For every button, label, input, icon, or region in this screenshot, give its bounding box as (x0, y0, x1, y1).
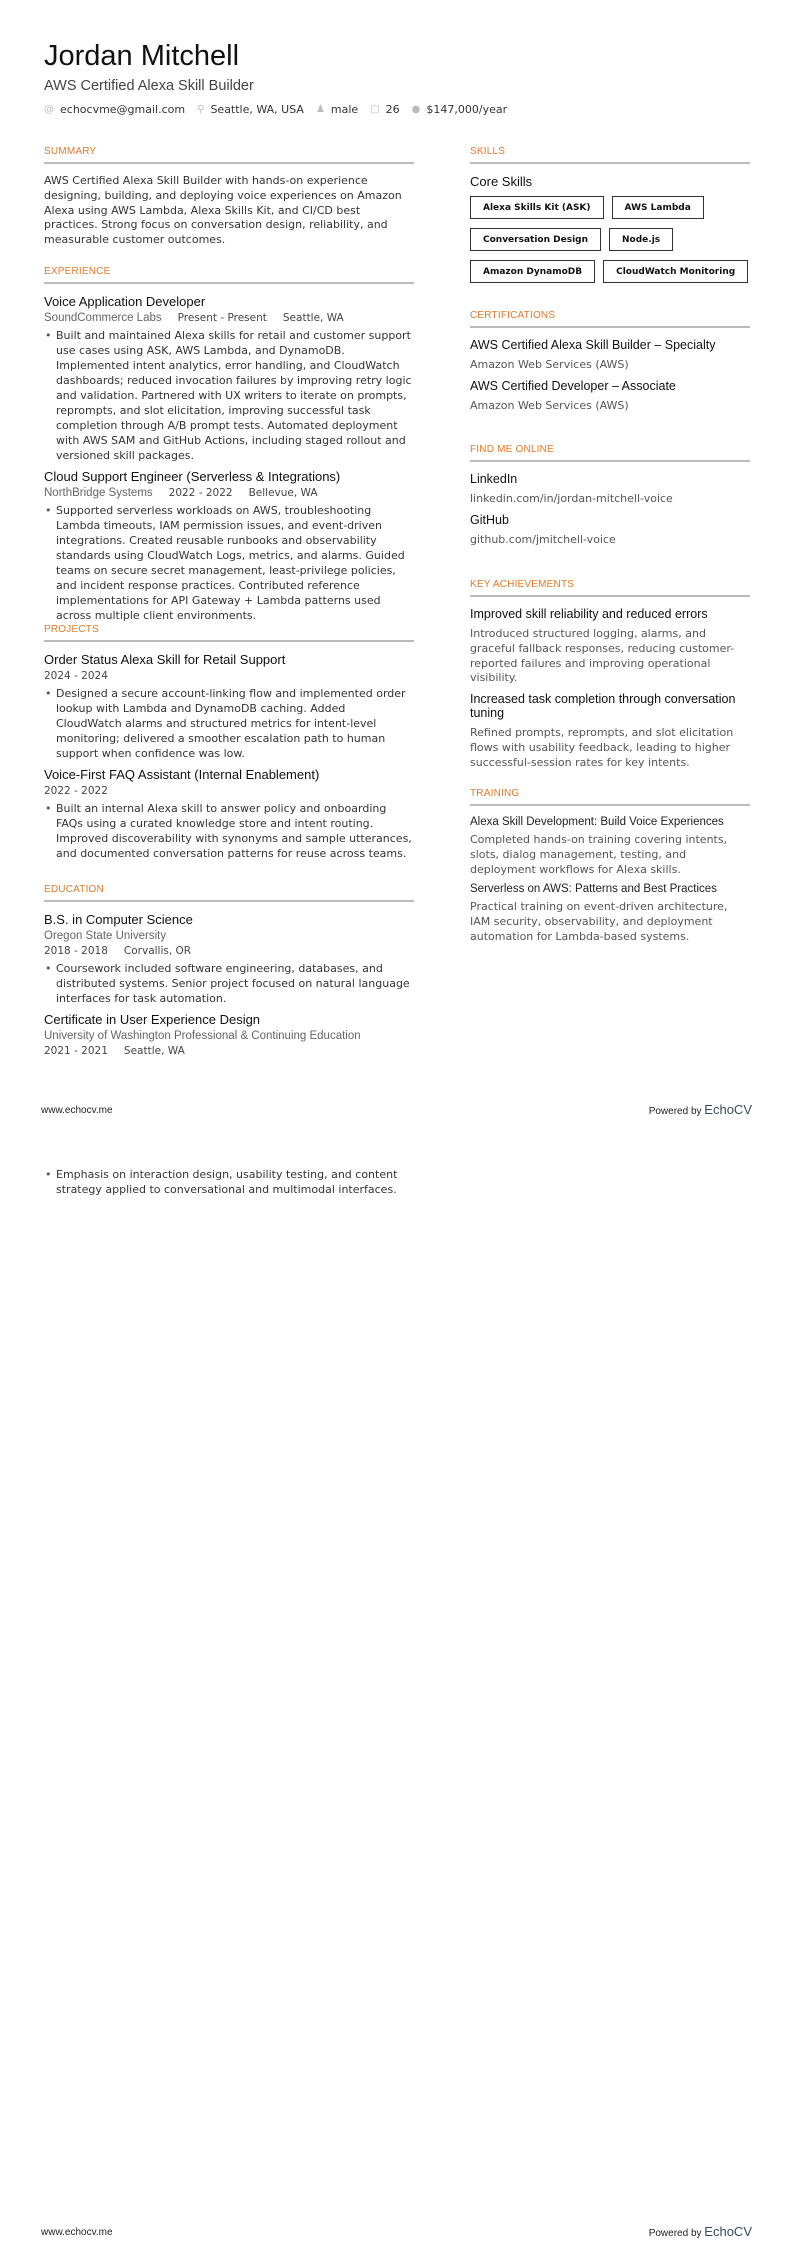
education-description: Coursework included software engineering, databases, and distributed systems. Senior project focused on natural language interfaces for task automation. (56, 962, 410, 1005)
company: SoundCommerce Labs (44, 312, 162, 324)
footer-site-link[interactable]: www.echocv.me (41, 1105, 113, 1116)
section-heading: TRAINING (470, 788, 750, 806)
bullet-icon: • (45, 687, 52, 700)
experience-item (44, 294, 414, 463)
brand-logo: EchoCV (704, 1102, 752, 1117)
location-pin-icon: ⚲ (197, 104, 205, 115)
achievement-title: Increased task completion through conversation tuning (470, 692, 736, 721)
dates: 2018 - 2018 (44, 945, 108, 957)
footer-powered[interactable] (649, 1102, 752, 1117)
candidate-name: Jordan Mitchell (44, 40, 240, 72)
footer-powered[interactable] (649, 2224, 752, 2239)
powered-by-text: Powered by (648, 1106, 702, 1117)
certification-name: AWS Certified Alexa Skill Builder – Specialty (470, 338, 716, 352)
project-title: Order Status Alexa Skill for Retail Support (44, 652, 286, 667)
dates: 2021 - 2021 (44, 1045, 108, 1057)
education-item (44, 912, 414, 1006)
contact-location (197, 103, 304, 116)
contact-email[interactable] (44, 103, 185, 116)
projects-section (44, 624, 414, 867)
skill-chip: Alexa Skills Kit (ASK) (470, 196, 604, 219)
achievement-text: Introduced structured logging, alarms, and graceful fallback responses, reducing customer-reported failures and improving operational visibility. (470, 627, 735, 685)
training-title: Alexa Skill Development: Build Voice Experiences (470, 816, 724, 828)
contact-salary (412, 103, 507, 116)
dollar-icon: ● (411, 104, 421, 115)
contact-gender (316, 103, 358, 116)
bullet-icon: • (45, 802, 52, 815)
dates: 2024 - 2024 (44, 670, 108, 682)
bullet-icon: • (45, 1168, 52, 1181)
skill-group-title: Core Skills (470, 174, 533, 189)
bullet-icon: • (45, 504, 52, 517)
github-link[interactable]: github.com/jmitchell-voice (470, 533, 616, 546)
training-section (470, 788, 750, 945)
company: NorthBridge Systems (44, 487, 153, 499)
training-text: Completed hands-on training covering intents, slots, dialog management, testing, and deployment workflows for Alexa skills. (470, 833, 728, 876)
brand-logo: EchoCV (704, 2224, 752, 2239)
section-heading: FIND ME ONLINE (470, 444, 750, 462)
education-description: Emphasis on interaction design, usability testing, and content strategy applied to conversational and multimodal interfaces. (56, 1168, 398, 1196)
project-description: Built an internal Alexa skill to answer policy and onboarding FAQs using a curated knowledge store and intent routing. Improved discoverability with synonyms and sample utterances, and documented conversation patterns for reuse across teams. (56, 802, 412, 860)
job-title: Voice Application Developer (44, 294, 206, 309)
skill-chip: Node.js (609, 228, 673, 251)
skills-section (470, 146, 750, 283)
bullet-icon: • (45, 329, 52, 342)
school: Oregon State University (44, 930, 167, 942)
job-description: Built and maintained Alexa skills for retail and customer support use cases using ASK, AWS Lambda, and DynamoDB. Implemented intent analytics, error handling, and CloudWatch dashboards; reduced invocation failures by improving retry logic and validation. Partnered with UX writers to iterate on prompts, reprompts, and slot elicitation, improving successful task completion through A/B prompt tests. Automated deployment with AWS SAM and GitHub Actions, including staged rollout and versioned skill packages. (56, 329, 412, 462)
job-description: Supported serverless workloads on AWS, troubleshooting Lambda timeouts, IAM permission issues, and event-driven integrations. Created reusable runbooks and observability standards using CloudWatch Logs, metrics, and alarms. Guided teams on secure secret management, least-privilege policies, and incident response practices. Contributed reference implementations for API Gateway + Lambda patterns used across multiple client environments. (56, 504, 405, 622)
section-heading: SKILLS (470, 146, 750, 164)
contact-text: echocvme@gmail.com (60, 103, 186, 116)
degree: B.S. in Computer Science (44, 912, 193, 927)
location: Seattle, WA (282, 312, 344, 324)
dates: Present - Present (177, 312, 267, 324)
education-item (44, 1012, 414, 1057)
skill-chips (470, 196, 760, 283)
location: Bellevue, WA (248, 487, 318, 499)
experience-section (44, 266, 414, 629)
achievements-section (470, 579, 750, 771)
certification-name: AWS Certified Developer – Associate (470, 379, 676, 393)
section-heading: PROJECTS (44, 624, 414, 642)
summary-section (44, 146, 414, 248)
contact-text: male (330, 103, 359, 116)
achievement-title: Improved skill reliability and reduced errors (470, 607, 708, 621)
degree: Certificate in User Experience Design (44, 1012, 261, 1027)
contact-age (370, 103, 399, 116)
candidate-title: AWS Certified Alexa Skill Builder (44, 78, 254, 94)
section-heading: SUMMARY (44, 146, 414, 164)
section-heading: EXPERIENCE (44, 266, 414, 284)
linkedin-link[interactable]: linkedin.com/in/jordan-mitchell-voice (470, 492, 673, 505)
training-text: Practical training on event-driven architecture, IAM security, observability, and deployment automation for Lambda-based systems. (470, 900, 728, 943)
section-heading: EDUCATION (44, 884, 414, 902)
achievement-text: Refined prompts, reprompts, and slot elicitation flows with usability feedback, leading to higher successful-session rates for key intents. (470, 726, 734, 769)
location: Corvallis, OR (123, 945, 192, 957)
bullet-icon: • (45, 962, 52, 975)
training-title: Serverless on AWS: Patterns and Best Practices (470, 883, 717, 896)
job-title: Cloud Support Engineer (Serverless & Integrations) (44, 469, 341, 484)
skill-chip: Conversation Design (470, 228, 601, 251)
dates: 2022 - 2022 (168, 487, 233, 499)
profile-name: GitHub (470, 513, 509, 527)
project-item (44, 767, 414, 861)
certification-issuer: Amazon Web Services (AWS) (470, 399, 629, 412)
project-title: Voice-First FAQ Assistant (Internal Enablement) (44, 767, 320, 782)
at-icon: @ (44, 104, 54, 115)
calendar-icon: ▢ (370, 104, 380, 115)
section-heading: CERTIFICATIONS (470, 310, 750, 328)
skill-chip: Amazon DynamoDB (470, 260, 595, 283)
certification-issuer: Amazon Web Services (AWS) (470, 358, 629, 371)
location: Seattle, WA (123, 1045, 185, 1057)
summary-text: AWS Certified Alexa Skill Builder with hands-on experience designing, building, and deploying voice experiences on Amazon Alexa using AWS Lambda, Alexa Skills Kit, and CI/CD best practices. Strong focus on conversation design, reliability, and measurable customer outcomes. (44, 174, 402, 247)
footer-site-link[interactable]: www.echocv.me (41, 2227, 113, 2238)
powered-by-text: Powered by (648, 2228, 702, 2239)
education-description-continued (44, 1167, 414, 1197)
person-icon: ♟ (315, 104, 325, 115)
certifications-section (470, 310, 750, 420)
school: University of Washington Professional & Continuing Education (44, 1030, 361, 1042)
contact-text: $147,000/year (426, 103, 508, 116)
project-item (44, 652, 414, 761)
profile-name: LinkedIn (470, 472, 518, 486)
contact-bar (44, 103, 507, 116)
project-description: Designed a secure account-linking flow and implemented order lookup with Lambda and DynamoDB caching. Added CloudWatch alarms and structured metrics for intent-level monitoring; delivered a smoother escalation path to human support when confidence was low. (56, 687, 406, 760)
skill-chip: AWS Lambda (612, 196, 704, 219)
online-section (470, 444, 750, 554)
dates: 2022 - 2022 (44, 785, 108, 797)
education-section (44, 884, 414, 1061)
section-heading: KEY ACHIEVEMENTS (470, 579, 750, 597)
experience-item (44, 469, 414, 623)
contact-text: Seattle, WA, USA (210, 103, 304, 116)
skill-chip: CloudWatch Monitoring (603, 260, 748, 283)
contact-text: 26 (385, 103, 400, 116)
